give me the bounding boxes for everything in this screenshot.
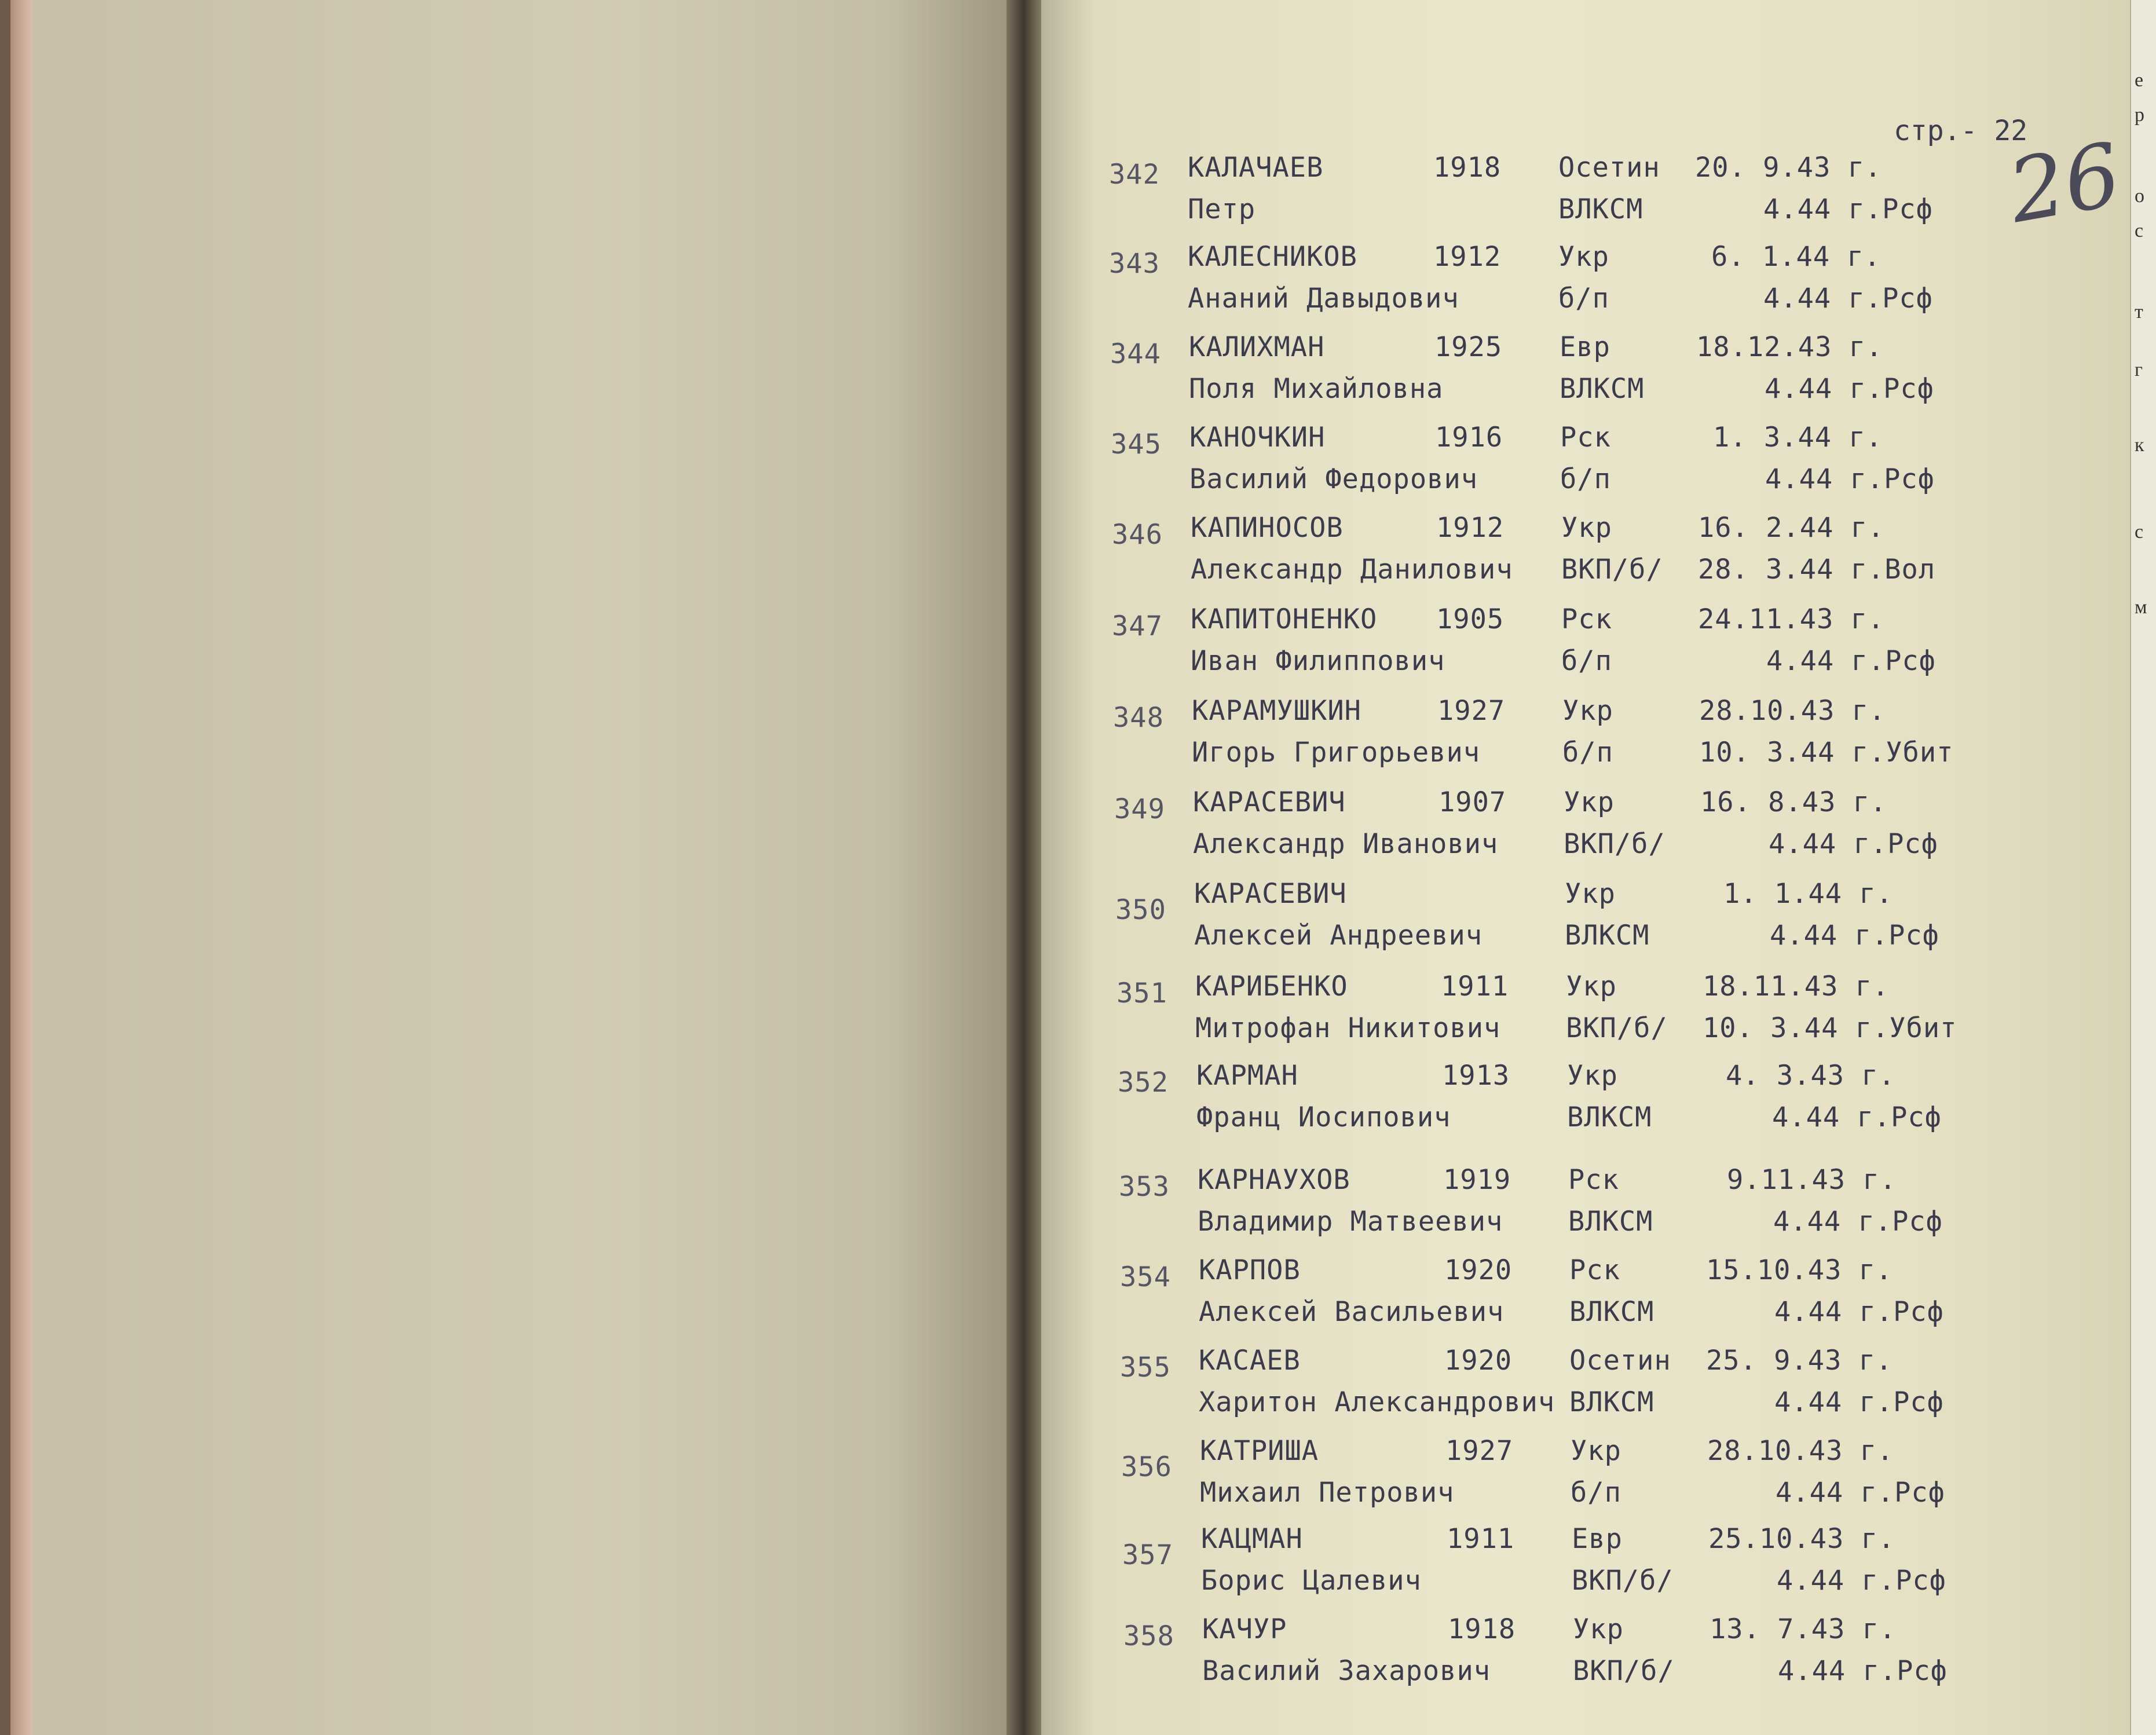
entry-birth-year: 1919 xyxy=(1443,1164,1511,1196)
entry-given-name: Александр Данилович xyxy=(1191,554,1513,585)
entry-birth-year: 1927 xyxy=(1437,695,1506,727)
entry-surname: КАРНАУХОВ xyxy=(1198,1164,1350,1196)
entry-date-2: 4.44 г.Рсф xyxy=(1773,1206,1943,1238)
entry-birth-year: 1918 xyxy=(1433,152,1502,184)
entry-party: ВЛКСМ xyxy=(1569,1386,1654,1418)
margin-letter: м xyxy=(2135,596,2147,618)
next-page-edge xyxy=(2130,0,2156,1735)
entry-nationality: Рск xyxy=(1569,1254,1620,1286)
entry-party: ВКП/б/ xyxy=(1561,554,1663,585)
entry-party: б/п xyxy=(1561,645,1612,677)
entry-birth-year: 1912 xyxy=(1433,241,1502,273)
entry-number: 354 xyxy=(1120,1261,1171,1293)
entry-date-1: 25.10.43 г. xyxy=(1708,1523,1895,1555)
entry-date-2: 4.44 г.Рсф xyxy=(1766,645,1936,677)
entry-birth-year: 1920 xyxy=(1444,1345,1513,1377)
entry-surname: КАПИТОНЕНКО xyxy=(1191,603,1378,635)
entry-surname: КАТРИША xyxy=(1200,1435,1319,1467)
entry-given-name: Поля Михайловна xyxy=(1189,373,1444,405)
entry-date-1: 28.10.43 г. xyxy=(1707,1435,1894,1467)
entry-party: б/п xyxy=(1571,1477,1621,1509)
left-page-blank xyxy=(10,0,1006,1735)
entry-given-name: Франц Иосипович xyxy=(1196,1101,1451,1133)
entry-birth-year: 1925 xyxy=(1434,331,1503,363)
entry-birth-year: 1907 xyxy=(1438,786,1507,818)
entry-number: 344 xyxy=(1110,338,1161,370)
entry-surname: КАЛЕСНИКОВ xyxy=(1188,241,1357,273)
entry-surname: КАРПОВ xyxy=(1199,1254,1301,1286)
entry-date-1: 18.11.43 г. xyxy=(1703,971,1890,1002)
entry-nationality: Укр xyxy=(1564,786,1615,818)
entry-party: ВЛКСМ xyxy=(1569,1296,1654,1328)
entry-party: ВЛКСМ xyxy=(1558,193,1643,225)
entry-number: 353 xyxy=(1119,1171,1170,1203)
entry-given-name: Владимир Матвеевич xyxy=(1198,1206,1503,1238)
entry-date-2: 4.44 г.Рсф xyxy=(1765,463,1935,495)
entry-nationality: Укр xyxy=(1561,512,1612,544)
entry-nationality: Укр xyxy=(1562,695,1613,727)
entry-birth-year: 1913 xyxy=(1442,1060,1510,1092)
entry-given-name: Борис Цалевич xyxy=(1201,1565,1422,1597)
entry-nationality: Евр xyxy=(1560,331,1610,363)
entry-surname: КАЦМАН xyxy=(1201,1523,1303,1555)
entry-surname: КАРИБЕНКО xyxy=(1195,971,1348,1002)
entry-nationality: Евр xyxy=(1572,1523,1623,1555)
entry-date-1: 28.10.43 г. xyxy=(1699,695,1886,727)
entry-date-2: 4.44 г.Рсф xyxy=(1778,1655,1948,1687)
entry-surname: КАРАСЕВИЧ xyxy=(1193,786,1346,818)
entry-date-2: 10. 3.44 г.Убит xyxy=(1699,737,1954,768)
entry-date-2: 4.44 г.Рсф xyxy=(1765,373,1934,405)
entry-given-name: Алексей Васильевич xyxy=(1199,1296,1505,1328)
entry-party: ВКП/б/ xyxy=(1564,828,1665,860)
handwritten-page-number: 26 xyxy=(2001,124,2128,243)
entry-number: 352 xyxy=(1118,1067,1169,1099)
entry-party: б/п xyxy=(1558,283,1609,314)
entry-birth-year: 1911 xyxy=(1447,1523,1515,1555)
entry-number: 358 xyxy=(1123,1620,1174,1652)
entry-number: 350 xyxy=(1115,894,1166,926)
entry-date-1: 16. 2.44 г. xyxy=(1698,512,1885,544)
entry-nationality: Укр xyxy=(1573,1613,1624,1645)
entry-party: ВКП/б/ xyxy=(1573,1655,1675,1687)
entry-given-name: Митрофан Никитович xyxy=(1195,1012,1501,1044)
entry-birth-year: 1911 xyxy=(1441,971,1509,1002)
entry-given-name: Алексей Андреевич xyxy=(1194,920,1483,951)
margin-letter: о xyxy=(2135,185,2144,207)
entry-birth-year: 1912 xyxy=(1436,512,1505,544)
entry-given-name: Игорь Григорьевич xyxy=(1192,737,1481,768)
entry-number: 357 xyxy=(1122,1539,1173,1571)
entry-nationality: Укр xyxy=(1566,971,1617,1002)
entry-number: 345 xyxy=(1111,429,1162,460)
entry-party: ВКП/б/ xyxy=(1566,1012,1668,1044)
entry-nationality: Рск xyxy=(1560,422,1611,453)
margin-letter: с xyxy=(2135,521,2144,543)
entry-birth-year: 1927 xyxy=(1445,1435,1514,1467)
entry-date-1: 4. 3.43 г. xyxy=(1726,1060,1895,1092)
entry-date-2: 4.44 г.Рсф xyxy=(1776,1477,1945,1509)
entry-given-name: Иван Филиппович xyxy=(1191,645,1445,677)
entry-number: 351 xyxy=(1117,978,1167,1009)
entry-nationality: Осетин xyxy=(1569,1345,1671,1377)
entry-party: ВЛКСМ xyxy=(1568,1206,1653,1238)
margin-letter: г xyxy=(2135,359,2143,380)
entry-nationality: Укр xyxy=(1571,1435,1621,1467)
entry-date-1: 9.11.43 г. xyxy=(1727,1164,1897,1196)
entry-surname: КАРАМУШКИН xyxy=(1192,695,1361,727)
entry-birth-year: 1916 xyxy=(1435,422,1503,453)
entry-date-2: 4.44 г.Рсф xyxy=(1777,1565,1946,1597)
entry-date-1: 25. 9.43 г. xyxy=(1706,1345,1893,1377)
entry-surname: КАЧУР xyxy=(1202,1613,1287,1645)
entry-date-2: 10. 3.44 г.Убит xyxy=(1703,1012,1957,1044)
entry-date-1: 1. 3.44 г. xyxy=(1713,422,1883,453)
entry-date-2: 4.44 г.Рсф xyxy=(1774,1386,1944,1418)
margin-letter: т xyxy=(2135,301,2143,323)
entry-nationality: Осетин xyxy=(1558,152,1660,184)
entry-date-1: 6. 1.44 г. xyxy=(1711,241,1881,273)
entry-surname: КАЛАЧАЕВ xyxy=(1188,152,1324,184)
left-page-edge xyxy=(10,0,32,1735)
entry-given-name: Александр Иванович xyxy=(1193,828,1499,860)
entry-given-name: Харитон Александрович xyxy=(1199,1386,1555,1418)
margin-letter: с xyxy=(2135,220,2144,241)
entry-date-1: 13. 7.43 г. xyxy=(1710,1613,1897,1645)
entry-date-2: 4.44 г.Рсф xyxy=(1763,193,1933,225)
book-gutter xyxy=(1006,0,1041,1735)
entry-number: 343 xyxy=(1109,248,1160,280)
margin-letter: е xyxy=(2135,69,2144,91)
entry-party: б/п xyxy=(1562,737,1613,768)
entry-party: б/п xyxy=(1560,463,1611,495)
margin-letter: р xyxy=(2135,104,2144,126)
entry-date-2: 28. 3.44 г.Вол xyxy=(1698,554,1936,585)
entry-nationality: Рск xyxy=(1561,603,1612,635)
entry-date-2: 4.44 г.Рсф xyxy=(1769,828,1938,860)
entry-surname: КАЛИХМАН xyxy=(1189,331,1325,363)
entry-number: 349 xyxy=(1114,793,1165,825)
entry-number: 347 xyxy=(1112,610,1163,642)
entry-given-name: Михаил Петрович xyxy=(1200,1477,1455,1509)
entry-party: ВЛКСМ xyxy=(1567,1101,1652,1133)
entry-party: ВЛКСМ xyxy=(1565,920,1650,951)
margin-letter: к xyxy=(2135,434,2144,456)
entry-surname: КАРАСЕВИЧ xyxy=(1194,878,1347,910)
entry-birth-year: 1918 xyxy=(1448,1613,1516,1645)
entry-surname: КАСАЕВ xyxy=(1199,1345,1301,1377)
entry-date-1: 18.12.43 г. xyxy=(1696,331,1883,363)
entry-nationality: Рск xyxy=(1568,1164,1619,1196)
entry-party: ВКП/б/ xyxy=(1572,1565,1674,1597)
entry-date-1: 20. 9.43 г. xyxy=(1695,152,1882,184)
entry-nationality: Укр xyxy=(1567,1060,1618,1092)
entry-date-1: 15.10.43 г. xyxy=(1706,1254,1893,1286)
entry-birth-year: 1905 xyxy=(1436,603,1505,635)
entry-given-name: Петр xyxy=(1188,193,1256,225)
entry-given-name: Василий Федорович xyxy=(1189,463,1478,495)
entry-nationality: Укр xyxy=(1565,878,1616,910)
entry-number: 348 xyxy=(1113,702,1164,734)
entry-number: 342 xyxy=(1109,159,1160,191)
entry-nationality: Укр xyxy=(1558,241,1609,273)
entry-date-2: 4.44 г.Рсф xyxy=(1770,920,1939,951)
entry-number: 346 xyxy=(1112,519,1163,551)
entry-given-name: Василий Захарович xyxy=(1202,1655,1491,1687)
entry-date-1: 1. 1.44 г. xyxy=(1723,878,1893,910)
page-label: стр.- 22 xyxy=(1894,115,2028,147)
entry-given-name: Ананий Давыдович xyxy=(1188,283,1459,314)
entry-surname: КАПИНОСОВ xyxy=(1191,512,1344,544)
entry-number: 356 xyxy=(1121,1451,1172,1483)
entry-party: ВЛКСМ xyxy=(1560,373,1645,405)
entry-date-1: 24.11.43 г. xyxy=(1698,603,1885,635)
entry-date-2: 4.44 г.Рсф xyxy=(1774,1296,1944,1328)
entry-birth-year: 1920 xyxy=(1444,1254,1513,1286)
entry-date-2: 4.44 г.Рсф xyxy=(1772,1101,1942,1133)
entry-number: 355 xyxy=(1120,1352,1171,1383)
entry-surname: КАРМАН xyxy=(1196,1060,1298,1092)
entry-surname: КАНОЧКИН xyxy=(1189,422,1326,453)
entry-date-1: 16. 8.43 г. xyxy=(1700,786,1887,818)
entry-date-2: 4.44 г.Рсф xyxy=(1763,283,1933,314)
